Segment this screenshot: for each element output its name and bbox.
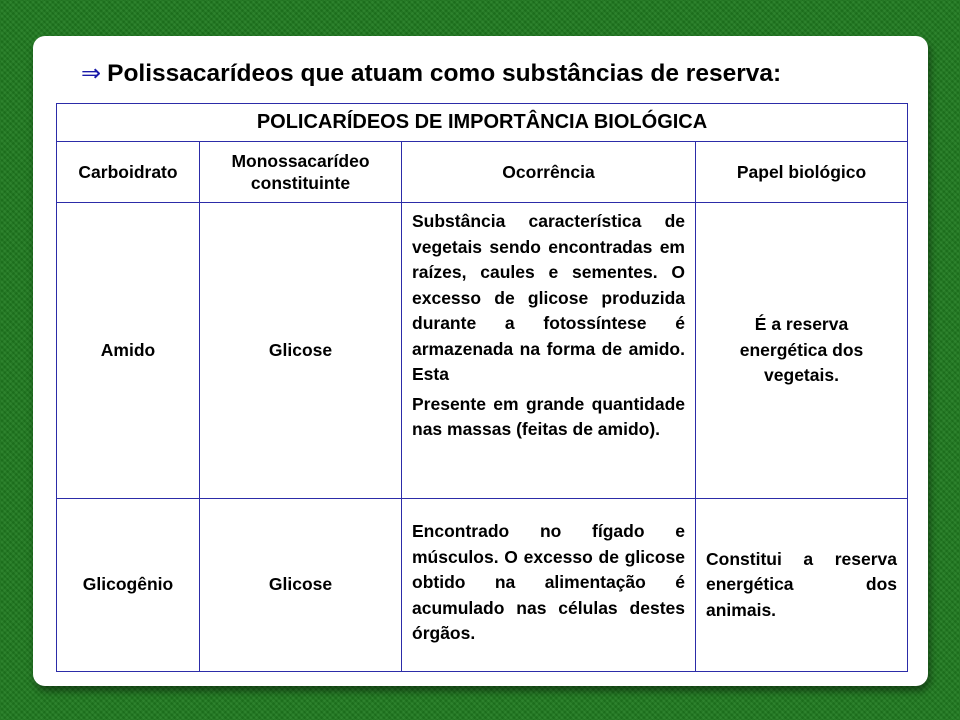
cell-papel: Constitui a reserva energética dos animais.: [696, 499, 908, 672]
double-right-arrow-icon: ⇒: [81, 59, 102, 87]
header-ocorrencia: Ocorrência: [402, 142, 696, 203]
table-title-row: [57, 104, 908, 142]
cell-carboidrato: Glicogênio: [57, 499, 200, 672]
cell-ocorrencia: [402, 203, 696, 499]
slide-card: [33, 36, 928, 686]
cell-monossacarideo: Glicose: [200, 203, 402, 499]
slide-heading-text: Polissacarídeos que atuam como substâncias de reserva:: [107, 60, 782, 87]
header-monossacarideo: Monossacarídeo constituinte: [200, 142, 402, 203]
slide-heading: [81, 56, 781, 91]
ocorrencia-paragraph: Presente em grande quantidade nas massas (feitas de amido).: [412, 393, 685, 439]
table-title: POLICARÍDEOS DE IMPORTÂNCIA BIOLÓGICA: [57, 104, 908, 142]
header-carboidrato: Carboidrato: [57, 142, 200, 203]
cell-monossacarideo: Glicose: [200, 499, 402, 672]
header-papel: Papel biológico: [696, 142, 908, 203]
ocorrencia-paragraph: Substância característica de vegetais sendo encontradas em raízes, caules e sementes. O excesso de glicose produzida durante a fotossíntese é armazenada na forma de amido. Esta: [412, 211, 685, 384]
table-header-row: [57, 142, 908, 203]
table-row: [57, 203, 908, 499]
cell-carboidrato: Amido: [57, 203, 200, 499]
ocorrencia-paragraph: Encontrado no fígado e músculos. O excesso de glicose obtido na alimentação é acumulado nas células destes órgãos.: [412, 521, 685, 643]
cell-ocorrencia: [402, 499, 696, 672]
cell-papel: É a reserva energética dos vegetais.: [696, 203, 908, 499]
polysaccharide-table: [56, 103, 908, 672]
table-row: [57, 499, 908, 672]
